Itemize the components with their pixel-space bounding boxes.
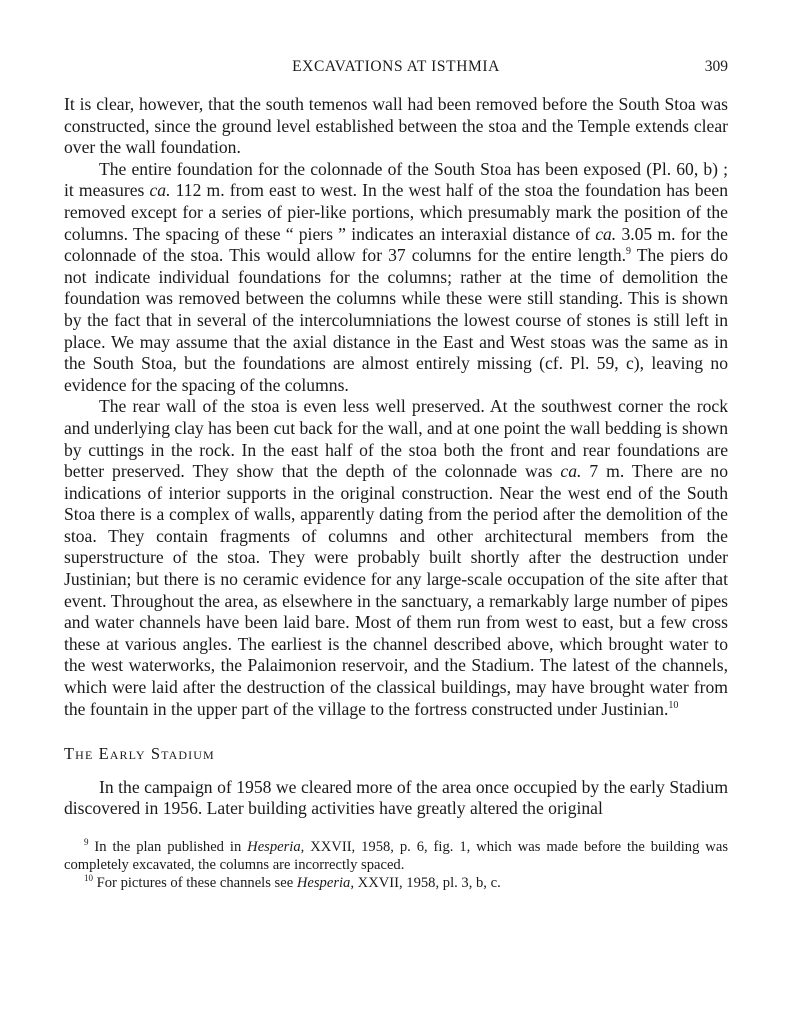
main-text xyxy=(64,94,728,820)
running-header xyxy=(64,58,728,82)
section-heading: The Early Stadium xyxy=(64,744,215,764)
footnote-text: XXVII, 1958, pl. 3, b, c. xyxy=(354,875,501,891)
footnotes xyxy=(64,838,728,892)
document-page xyxy=(64,58,728,892)
footnote-10 xyxy=(64,874,728,892)
footnote-text: XXVII, 1958, p. 6, fig. 1, which was made before the building was completely excavated, the columns are incorrectly spaced. xyxy=(64,839,728,873)
paragraph-text: The entire foundation for the colonnade of the South Stoa has been exposed (Pl. 60, b) ; it measures xyxy=(64,158,728,201)
footnote-reference: 9 xyxy=(626,246,632,258)
footnote-text: In the plan published in xyxy=(88,839,248,855)
paragraph-early-stadium xyxy=(64,777,728,820)
footnote-9 xyxy=(64,838,728,874)
italic-abbreviation: ca. xyxy=(595,223,617,244)
page-number: 309 xyxy=(704,58,728,75)
journal-title: Hesperia, xyxy=(247,839,305,855)
paragraph-rear-wall xyxy=(64,396,728,720)
paragraph-text: 7 m. There are no indications of interior supports in the original construction. Near the west end of the South Stoa there is a complex of walls, apparently dating from the period after the demolition of the stoa. They contain fragments of columns and other architectural members from the superstructure of the stoa. They were probably built shortly after the destruction under Justinian; but there is no ceramic evidence for any large-scale occupation of the site after that event. Throughout the area, as elsewhere in the sanctuary, a remarkably large number of pipes and water channels have been laid bare. Most of them run from west to east, but a few cross these at various angles. The earliest is the channel described above, which brought water to the west waterworks, the Palaimonion reservoir, and the Stadium. The latest of the channels, which were laid after the destruction of the classical buildings, may have brought water from the fountain in the upper part of the village to the fortress constructed under Justinian. xyxy=(64,461,728,719)
footnote-reference: 10 xyxy=(668,699,679,711)
paragraph-text: In the campaign of 1958 we cleared more of the area once occupied by the early Stadium discovered in 1956. Later building activities have greatly altered the original xyxy=(64,776,728,819)
footnote-mark: 9 xyxy=(84,837,89,848)
footnote-text: For pictures of these channels see xyxy=(93,875,297,891)
italic-abbreviation: ca. xyxy=(560,461,582,482)
italic-abbreviation: ca. xyxy=(149,180,171,201)
paragraph-text: 3.05 m. for the colonnade of the stoa. This would allow for 37 columns for the entire length. xyxy=(64,223,728,266)
paragraph-text: It is clear, however, that the south temenos wall had been removed before the South Stoa was constructed, since the ground level established between the stoa and the Temple extends clear over the wall foundation. xyxy=(64,94,728,158)
paragraph-text: 112 m. from east to west. In the west half of the stoa the foundation has been removed except for a series of pier-like portions, which presumably mark the position of the columns. The spacing of these “ piers ” indicates an interaxial distance of xyxy=(64,180,728,244)
paragraph-text: The piers do not indicate individual foundations for the columns; rather at the time of demolition the foundation was removed between the columns while these were still standing. This is shown by the fact that in several of the intercolumniations the lowest course of stones is still left in place. We may assume that the axial distance in the East and West stoas was the same as in the South Stoa, but the foundations are almost entirely missing (cf. Pl. 59, c), leaving no evidence for the spacing of the columns. xyxy=(64,245,729,395)
footnote-mark: 10 xyxy=(84,873,93,884)
paragraph-continuation xyxy=(64,94,728,159)
journal-title: Hesperia, xyxy=(296,875,354,891)
running-title: EXCAVATIONS AT ISTHMIA xyxy=(292,58,500,75)
paragraph-colonnade xyxy=(64,159,728,397)
paragraph-text: The rear wall of the stoa is even less well preserved. At the southwest corner the rock and underlying clay has been cut back for the wall, and at one point the wall bedding is shown by cuttings in the rock. In the east half of the stoa both the front and rear foundations are better preserved. They show that the depth of the colonnade was xyxy=(64,396,728,482)
